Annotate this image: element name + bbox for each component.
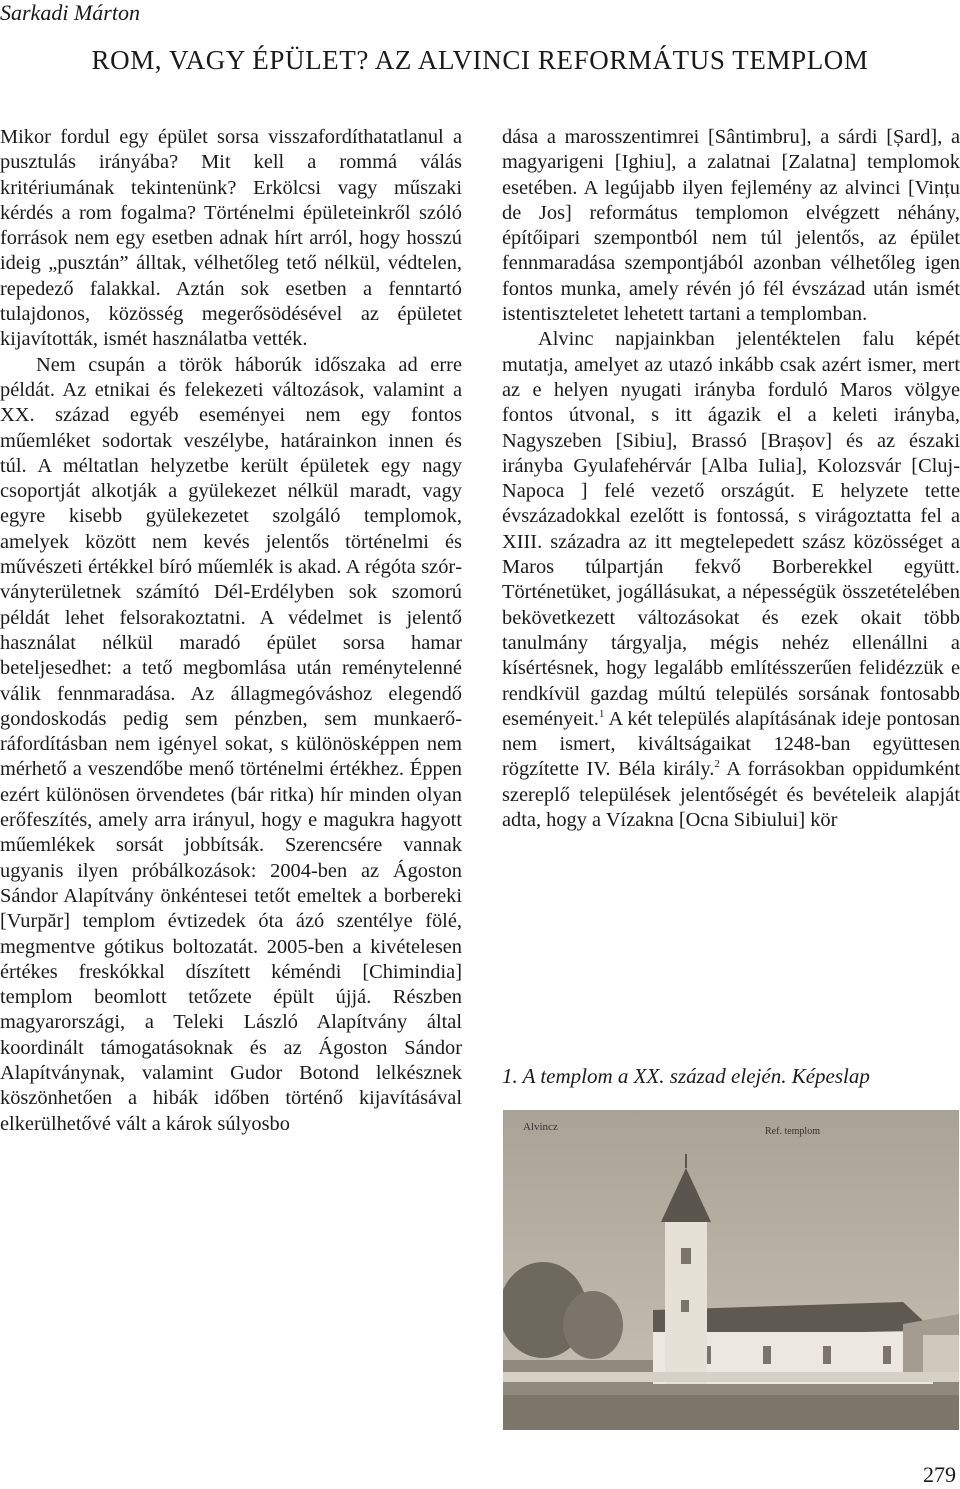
right-column bbox=[502, 125, 960, 833]
author-name: Sarkadi Márton bbox=[0, 0, 140, 25]
right-paragraph-1: dása a marosszentimrei [Sântimbru], a sárdi [Șard], a magyarigeni [Ighiu], a zalatnai [Zalatna] templomok esetében. A legújabb ilyen fejlemény az alvinci [Vințu de Jos] református templomon elvégzett néhány, építőipari szempontból nem túl jelentős, az épület fennmaradása szempontjából azonban vélhetőleg igen fontos munka, amely révén jó fél évszázad után ismét istentiszteletet lehetett tartani a templomban. bbox=[502, 126, 960, 326]
church-postcard-photo bbox=[503, 1110, 959, 1430]
postcard-text-left: Alvincz bbox=[523, 1121, 558, 1133]
right-paragraph-2-text-c: A forrásokban oppidumként szereplő települések jelentőségét és bevételeik alapját adta, hogy a Vízakna [Ocna Sibiului] kör bbox=[502, 758, 960, 832]
left-column bbox=[0, 125, 462, 1137]
right-paragraph-2-text-b: A két település alapításának ideje pontosan nem ismert, kiváltságaikat 1248-ban együttesen rögzítette IV. Béla király. bbox=[502, 707, 960, 781]
postcard-text-right: Ref. templom bbox=[765, 1126, 820, 1137]
left-paragraph-2: Nem csupán a török háborúk időszaka ad erre példát. Az etnikai és felekezeti változások, valamint a XX. század egyéb eseményei nem egy fontos műemléket sodortak veszélybe, határainkon innen és túl. A méltatlan helyzetbe került épületek egy nagy csoportját alkotják a gyülekezet nélkül maradt, vagy egyre kisebb gyülekezetet szolgáló templomok, amelyek között nem kevés jelentős történelmi és művészeti értékkel bíró műemlék is akad. A régóta szórványterületnek számító Dél-Erdélyben sok szomorú példát lehet felsorakoztatni. A védelmet is jelentő használat nélkül maradó épület sorsa hamar beteljesedhet: a tető megbomlása után reménytelenné válik fennmaradása. Az állagmegóváshoz elegendő gondoskodás pedig sem pénzben, sem munkaerő-ráfordításban nem igényel sokat, s különösképpen nem mérhető a veszendőbe menő történelmi értékhez. Éppen ezért különösen örvendetes (bár ritka) hír minden olyan erőfeszítés, amely arra irányul, hogy e magukra hagyott műemlékek sorsát jobbítsák. Szerencsére vannak ugyanis ilyen próbálkozások: 2004-ben az Ágoston Sándor Alapítvány önkéntesei tetőt emeltek a borbereki [Vurpăr] templom évtizedek óta ázó szentélye fölé, megmentve gótikus boltozatát. 2005-ben a kivételesen értékes freskókkal díszített kéméndi [Chimindia] templom beomlott tetőzete épült újjá. Részben magyarországi, a Teleki László Alapítvány által koordinált támogatásoknak és az Ágoston Sándor Alapítványnak, valamint Gudor Botond lelkésznek köszönhetően a hibák időben történő kijavításával elkerülhetővé vált a károk súlyosbo bbox=[0, 353, 462, 1135]
footnote-ref-2[interactable]: 2 bbox=[714, 758, 720, 771]
page-number: 279 bbox=[923, 1462, 956, 1487]
figure-caption: 1. A templom a XX. század elején. Képeslap bbox=[502, 1064, 870, 1088]
footnote-ref-1[interactable]: 1 bbox=[598, 708, 605, 721]
church-photo-illustration bbox=[503, 1110, 959, 1430]
left-paragraph-1: Mikor fordul egy épület sorsa visszafordíthatatlanul a pusztulás irányába? Mit kell a rommá válás kritériumának tekintenünk? Erkölcsi vagy műszaki kérdés a rom fogalma? Történelmi épületeinkről szóló források nem egy esetben adnak hírt arról, hogy hosszú ideig „pusztán” álltak, vélhetőleg tető nélkül, védtelen, repedező falakkal. Aztán sok esetben a fenntartó tulajdonos, közösség megerősödésével az épületet kijavították, ismét használatba vették. bbox=[0, 126, 462, 351]
article-title: ROM, VAGY ÉPÜLET? AZ ALVINCI REFORMÁTUS TEMPLOM bbox=[91, 45, 869, 75]
churchyard-wall bbox=[503, 1372, 959, 1382]
right-paragraph-2-text-a: Alvinc napjainkban jelentéktelen falu képét mutatja, amelyet az utazó inkább csak azért ismer, mert az e helyen nyugati irányba forduló Maros völgye fontos útvonal, s itt ágazik el a keleti irányba, Nagyszeben [Sibiu], Brassó [Brașov] és az északi irányba Gyulafehérvár [Alba Iulia], Kolozsvár [Cluj-Napoca ] felé vezető országút. E helyzete tette évszázadokkal ezelőtt is fontossá, s virágoztatta fel a XIII. századra az itt megtelepedett szász közösséget a Maros túlpartján fekvő Borberekkel együtt. Történetüket, jogállásukat, a népességük összetételében bekövetkezett változásokat és ezek okait több tanulmány tárgyalja, mégis nehéz ellenállni a kísértésnek, hogy legalább említésszerűen felidézzük e rendkívül gazdag múltú település sorsának fontosabb eseményeit. bbox=[502, 328, 960, 730]
right-paragraph-2 bbox=[502, 327, 960, 833]
